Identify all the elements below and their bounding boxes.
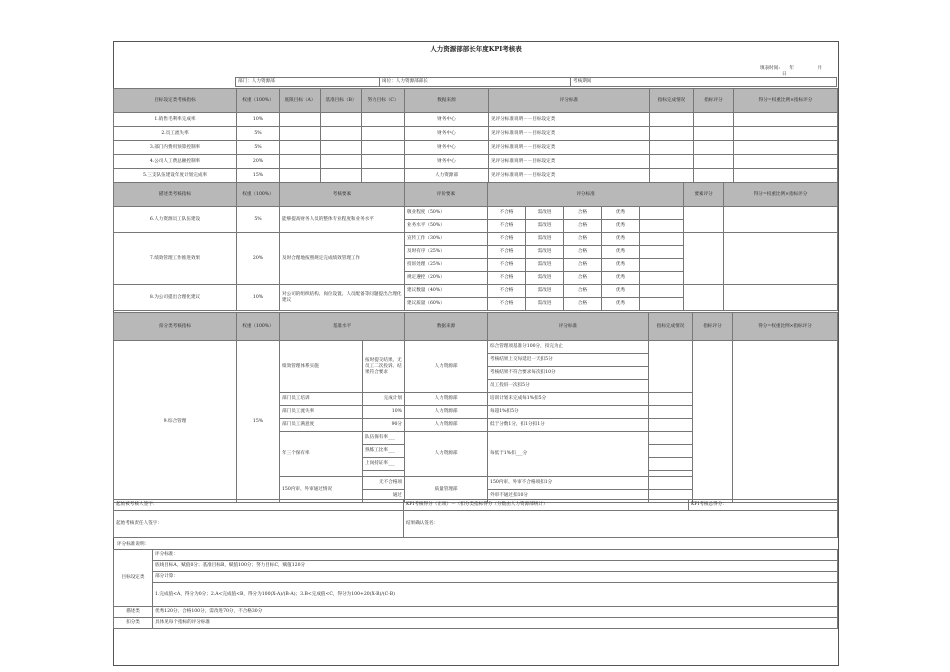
th-weighted: 得分=权重比例×指标评分 xyxy=(724,183,838,207)
desc-kpi-req: 及时合理地按照规定完成绩效管理工作 xyxy=(280,233,405,285)
base-value: 完成计划 xyxy=(363,393,405,406)
desc-kpi-weight: 20% xyxy=(237,233,280,285)
score-cell[interactable] xyxy=(693,341,733,503)
eval-element: 宣传工作（30%） xyxy=(405,233,488,246)
deduction-table xyxy=(113,312,838,503)
stretch-cell[interactable] xyxy=(362,113,405,127)
th-scoring-std: 评分标准 xyxy=(489,89,650,113)
eval-element: 敬业程度（50%） xyxy=(405,207,488,220)
appraisee-signature[interactable]: 起始被考核人签字： xyxy=(114,500,404,511)
level-improve[interactable]: 需改进 xyxy=(526,207,564,220)
level-pass[interactable]: 合格 xyxy=(564,259,602,272)
dept-cell: 部门：人力资源部 xyxy=(236,78,380,87)
level-fail[interactable]: 不合格 xyxy=(488,246,526,259)
notes-line: 评分标准： xyxy=(153,550,838,561)
deduct-std: 综合管理项基准分100分，扣完为止 xyxy=(488,341,649,354)
completion-cell[interactable] xyxy=(650,155,694,169)
stretch-cell[interactable] xyxy=(362,155,405,169)
deduct-source: 质量管理部 xyxy=(405,477,488,503)
completion-cell[interactable] xyxy=(649,393,693,406)
kpi-std: 见评分标准说明－－目标设定类 xyxy=(489,127,650,141)
deduct-std: 员工投诉一次扣5分 xyxy=(488,380,649,393)
fill-year: 年 xyxy=(789,66,795,71)
eval-element: 规定遵控（20%） xyxy=(405,272,488,285)
th-weighted: 得分=权重比例×指标评分 xyxy=(733,313,838,341)
base-value: 10% xyxy=(363,406,405,419)
base-cell[interactable] xyxy=(321,155,362,169)
base-cell[interactable] xyxy=(321,113,362,127)
table-row xyxy=(114,141,838,155)
th-requirement: 考核要素 xyxy=(280,183,405,207)
info-table xyxy=(235,77,837,87)
notes-line: 部分计算： xyxy=(153,572,838,583)
kpi-name: 5.三支队伍建设年度计划完成率 xyxy=(114,169,237,183)
level-excellent[interactable]: 优秀 xyxy=(602,220,640,233)
weighted-cell[interactable] xyxy=(724,233,838,285)
pad-cell xyxy=(640,207,684,220)
level-excellent[interactable]: 优秀 xyxy=(602,285,640,298)
base-cell[interactable] xyxy=(321,127,362,141)
pad-cell xyxy=(640,233,684,246)
stretch-cell[interactable] xyxy=(362,127,405,141)
desc-kpi-name: 7.绩效管理工作推进效果 xyxy=(114,233,237,285)
base-level: 部门员工流失率 xyxy=(280,406,363,419)
completion-cell[interactable] xyxy=(649,445,693,458)
kpi-weight: 15% xyxy=(237,169,280,183)
th-stretch-target: 努力目标（C） xyxy=(362,89,405,113)
deduct-std: 低于分数1分，扣1分扣1分 xyxy=(488,419,649,432)
base-cell[interactable] xyxy=(321,169,362,183)
desc-kpi-weight: 10% xyxy=(237,285,280,311)
table-row xyxy=(114,113,838,127)
deduct-source: 人力资源部 xyxy=(405,432,488,477)
target-header-row xyxy=(114,89,838,113)
level-improve[interactable]: 需改进 xyxy=(526,272,564,285)
level-improve[interactable]: 需改进 xyxy=(526,259,564,272)
kpi-total-score[interactable]: KPI考核总得分： xyxy=(689,500,838,511)
period-cell: 考核期间 xyxy=(571,78,837,87)
min-cell[interactable] xyxy=(280,155,321,169)
kpi-std: 见评分标准说明－－目标设定类 xyxy=(489,169,650,183)
level-excellent[interactable]: 优秀 xyxy=(602,207,640,220)
th-completion: 指标完成情况 xyxy=(649,313,693,341)
table-row xyxy=(114,233,838,246)
pad-cell xyxy=(640,259,684,272)
kpi-weight: 20% xyxy=(237,155,280,169)
desc-kpi-name: 8.为公司提出合理化建议 xyxy=(114,285,237,311)
level-excellent[interactable]: 优秀 xyxy=(602,298,640,311)
base-item: 无不合格项 xyxy=(363,477,405,490)
weighted-cell[interactable] xyxy=(734,169,838,183)
level-fail[interactable]: 不合格 xyxy=(488,259,526,272)
deduct-kpi-weight: 15% xyxy=(237,341,280,503)
element-score-cell[interactable] xyxy=(684,285,724,311)
weighted-cell[interactable] xyxy=(724,285,838,311)
level-fail[interactable]: 不合格 xyxy=(488,298,526,311)
desc-kpi-req: 能够提高财务人员的整体专业程度和业务水平 xyxy=(280,207,405,233)
kpi-name: 3.部门内费用预算控制率 xyxy=(114,141,237,155)
kpi-source: 财务中心 xyxy=(405,141,489,155)
kpi-name: 1.销售毛利率完成率 xyxy=(114,113,237,127)
deduct-kpi-name: 9.综合管理 xyxy=(114,341,237,503)
level-fail[interactable]: 不合格 xyxy=(488,233,526,246)
kpi-name: 4.公司人工费总额控制率 xyxy=(114,155,237,169)
position-cell: 岗位：人力资源部部长 xyxy=(380,78,571,87)
notes-deduct: 具体见每个指标的评分标准 xyxy=(153,618,838,629)
th-scoring-std: 评分标准 xyxy=(488,183,684,207)
th-desc-kpi: 描述类考核指标 xyxy=(114,183,237,207)
th-data-source: 数据来源 xyxy=(405,313,488,341)
completion-cell[interactable] xyxy=(649,406,693,419)
deduct-std: 外审不通过扣10分 xyxy=(488,490,649,503)
base-level: 部门员工满意度 xyxy=(280,419,363,432)
th-weight: 权重（100%） xyxy=(237,89,280,113)
min-cell[interactable] xyxy=(280,169,321,183)
target-table xyxy=(113,88,838,183)
notes-target-label: 目标设定类 xyxy=(114,550,153,607)
deduct-std: 150内审、外审不合格项扣1分 xyxy=(488,477,649,490)
element-score-cell[interactable] xyxy=(684,233,724,285)
pad-cell xyxy=(640,298,684,311)
notes-desc: 优秀120分，合格100分，需改进70分，不合格30分 xyxy=(153,607,838,618)
eval-element: 业务水平（50%） xyxy=(405,220,488,233)
table-row xyxy=(114,341,838,354)
base-item: 通过 xyxy=(363,490,405,503)
level-improve[interactable]: 需改进 xyxy=(526,220,564,233)
fill-day: 日 xyxy=(782,72,787,77)
pad-cell xyxy=(640,246,684,259)
fill-month: 月 xyxy=(817,66,823,71)
level-pass[interactable]: 合格 xyxy=(564,285,602,298)
notes-line: 底线目标A，赋值0分；基准目标B，赋值100分；努力目标C，赋值120分 xyxy=(153,561,838,572)
th-data-source: 数据来源 xyxy=(405,89,489,113)
deduct-source: 人力资源部 xyxy=(405,419,488,432)
notes-line: 1.完成值<A，得分为0分；2.A<完成值<B，得分为100(X-A)/(B-A)；3.B<完成值<C，得分为100+20(X-B)/(C-B) xyxy=(153,583,838,607)
score-cell[interactable] xyxy=(694,141,734,155)
th-base-target: 基准目标（B） xyxy=(321,89,362,113)
kpi-weight: 5% xyxy=(237,127,280,141)
base-level: 年三个保有率 xyxy=(280,432,363,477)
level-pass[interactable]: 合格 xyxy=(564,207,602,220)
th-score: 指标评分 xyxy=(693,313,733,341)
deduct-std: 考核结果上交每延迟一天扣5分 xyxy=(488,354,649,367)
level-improve[interactable]: 需改进 xyxy=(526,285,564,298)
th-weight: 权重（100%） xyxy=(237,183,280,207)
level-excellent[interactable]: 优秀 xyxy=(602,259,640,272)
kpi-weight: 5% xyxy=(237,141,280,155)
level-pass[interactable]: 合格 xyxy=(564,272,602,285)
th-scoring-std: 评分标准 xyxy=(488,313,649,341)
form-title: 人力资源部部长年度KPI考核表 xyxy=(430,45,522,53)
deduct-std: 考核结果不符合要求每次扣10分 xyxy=(488,367,649,380)
weighted-cell[interactable] xyxy=(734,127,838,141)
kpi-source: 财务中心 xyxy=(405,113,489,127)
notes-desc-label: 描述类 xyxy=(114,607,153,618)
completion-cell[interactable] xyxy=(650,127,694,141)
fill-date-label: 填表时间: xyxy=(760,66,780,71)
deduct-std: 培训计划未完成每1%扣5分 xyxy=(488,393,649,406)
level-fail[interactable]: 不合格 xyxy=(488,220,526,233)
table-row xyxy=(114,127,838,141)
kpi-source: 人力资源部 xyxy=(405,169,489,183)
th-weighted: 得分=权重比例×指标评分 xyxy=(734,89,838,113)
notes-deduct-label: 扣分类 xyxy=(114,618,153,629)
table-row xyxy=(114,155,838,169)
score-cell[interactable] xyxy=(694,113,734,127)
level-pass[interactable]: 合格 xyxy=(564,233,602,246)
element-score-cell[interactable] xyxy=(684,207,724,233)
base-level: 绩效管理体系实施 xyxy=(280,341,363,393)
base-item: 队伍保有率___ xyxy=(363,432,405,445)
desc-kpi-req: 对公司的组织结构、岗位设置、人员配备等问题提出合理化建议 xyxy=(280,285,405,311)
kpi-std: 见评分标准说明－－目标设定类 xyxy=(489,155,650,169)
kpi-std: 见评分标准说明－－目标设定类 xyxy=(489,113,650,127)
pad-cell xyxy=(640,272,684,285)
th-score: 指标评分 xyxy=(694,89,734,113)
level-improve[interactable]: 需改进 xyxy=(526,246,564,259)
desc-kpi-weight: 5% xyxy=(237,207,280,233)
pad-cell xyxy=(640,220,684,233)
eval-element: 建议质量（60%） xyxy=(405,298,488,311)
completion-cell[interactable] xyxy=(649,341,693,393)
fill-date xyxy=(760,65,840,77)
score-cell[interactable] xyxy=(694,155,734,169)
weighted-cell[interactable] xyxy=(734,141,838,155)
notes-label: 评分标准说明： xyxy=(117,542,150,547)
result-confirm-signature[interactable]: 结果确认签名： xyxy=(404,511,838,538)
th-weight: 权重（100%） xyxy=(237,313,280,341)
score-cell[interactable] xyxy=(694,169,734,183)
weighted-cell[interactable] xyxy=(734,155,838,169)
level-pass[interactable]: 合格 xyxy=(564,246,602,259)
base-level: 150内审、外审通过情况 xyxy=(280,477,363,503)
descriptive-header-row xyxy=(114,183,838,207)
kpi-source: 财务中心 xyxy=(405,155,489,169)
weighted-cell[interactable] xyxy=(733,341,838,503)
level-pass[interactable]: 合格 xyxy=(564,298,602,311)
kpi-weight: 10% xyxy=(237,113,280,127)
desc-kpi-name: 6.人力资源员工队伍建设 xyxy=(114,207,237,233)
th-base-level: 基准水平 xyxy=(280,313,405,341)
level-fail[interactable]: 不合格 xyxy=(488,285,526,298)
pad-cell xyxy=(640,285,684,298)
base-item: 熟练工比率___ xyxy=(363,445,405,458)
table-row xyxy=(114,169,838,183)
deduct-source: 人力资源部 xyxy=(405,406,488,419)
weighted-cell[interactable] xyxy=(724,207,838,233)
kpi-positive-score: KPI考核得分（正项）－（扣分类指标得分（分数由人力资源部统计） xyxy=(404,500,689,511)
level-fail[interactable]: 不合格 xyxy=(488,272,526,285)
table-row xyxy=(114,285,838,298)
deduct-source: 人力资源部 xyxy=(405,393,488,406)
th-completion: 指标完成情况 xyxy=(650,89,694,113)
completion-cell[interactable] xyxy=(649,477,693,490)
stretch-cell[interactable] xyxy=(362,169,405,183)
base-note: 按时提交结果、无员工二次投诉、结果符合要求 xyxy=(363,341,405,393)
level-improve[interactable]: 需改进 xyxy=(526,298,564,311)
table-row xyxy=(114,207,838,220)
level-excellent[interactable]: 优秀 xyxy=(602,246,640,259)
completion-cell[interactable] xyxy=(650,141,694,155)
th-target-kpi: 目标设定类考核指标 xyxy=(114,89,237,113)
level-pass[interactable]: 合格 xyxy=(564,220,602,233)
base-value: 90分 xyxy=(363,419,405,432)
min-cell[interactable] xyxy=(280,127,321,141)
deduct-std: 每超1%扣5分 xyxy=(488,406,649,419)
eval-element: 建议数量（40%） xyxy=(405,285,488,298)
completion-cell[interactable] xyxy=(649,419,693,432)
th-element-score: 要素评分 xyxy=(684,183,724,207)
completion-cell[interactable] xyxy=(649,458,693,471)
notes-table xyxy=(113,549,838,629)
base-cell[interactable] xyxy=(321,141,362,155)
min-cell[interactable] xyxy=(280,113,321,127)
deduct-std: 每低于1%扣___分 xyxy=(488,432,649,477)
kpi-name: 2.员工流失率 xyxy=(114,127,237,141)
min-cell[interactable] xyxy=(280,141,321,155)
kpi-source: 财务中心 xyxy=(405,127,489,141)
descriptive-table xyxy=(113,182,838,311)
th-deduct-kpi: 扣分类考核指标 xyxy=(114,313,237,341)
eval-element: 及时有序（25%） xyxy=(405,246,488,259)
weighted-cell[interactable] xyxy=(734,113,838,127)
th-eval-element: 评价要素 xyxy=(405,183,488,207)
score-cell[interactable] xyxy=(694,127,734,141)
kpi-std: 见评分标准说明－－目标设定类 xyxy=(489,141,650,155)
level-improve[interactable]: 需改进 xyxy=(526,233,564,246)
level-fail[interactable]: 不合格 xyxy=(488,207,526,220)
base-level: 部门员工培训 xyxy=(280,393,363,406)
eval-element: 投诉处理（25%） xyxy=(405,259,488,272)
deduct-source: 人力资源部 xyxy=(405,341,488,393)
deduction-header-row xyxy=(114,313,838,341)
base-item: 上岗持证率___ xyxy=(363,458,405,471)
completion-cell[interactable] xyxy=(650,113,694,127)
th-min-target: 底限目标（A） xyxy=(280,89,321,113)
completion-cell[interactable] xyxy=(650,169,694,183)
signature-table xyxy=(113,499,838,538)
appraiser-signature[interactable]: 起始考核责任人签字： xyxy=(114,511,404,538)
level-excellent[interactable]: 优秀 xyxy=(602,233,640,246)
completion-cell[interactable] xyxy=(649,432,693,445)
stretch-cell[interactable] xyxy=(362,141,405,155)
level-excellent[interactable]: 优秀 xyxy=(602,272,640,285)
